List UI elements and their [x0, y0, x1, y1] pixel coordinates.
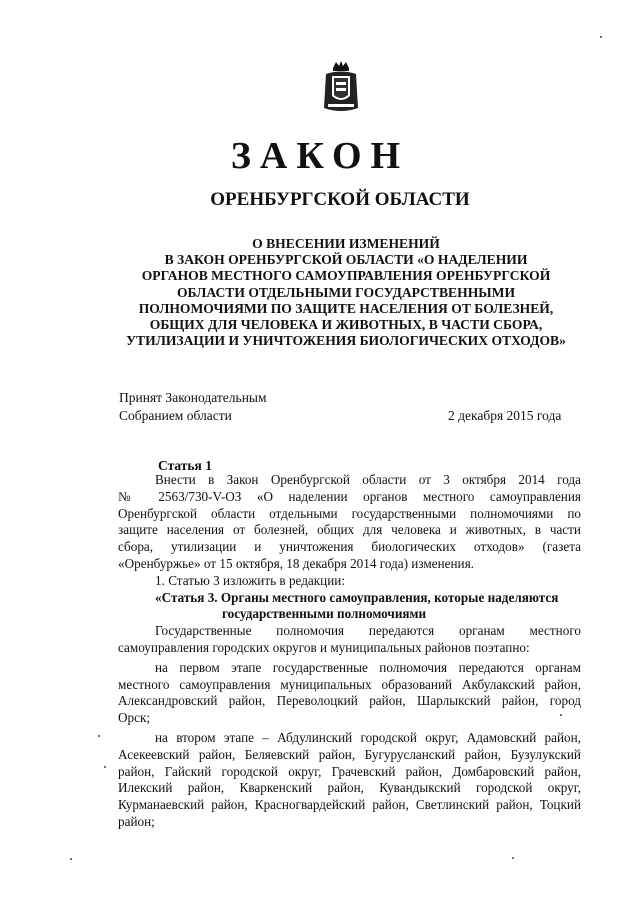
- article-1-title: Статья 1: [158, 458, 212, 473]
- article-1-body: [118, 472, 581, 831]
- region-title: ОРЕНБУРГСКОЙ ОБЛАСТИ: [210, 189, 470, 210]
- heading-line: О ВНЕСЕНИИ ИЗМЕНЕНИЙ: [252, 236, 440, 251]
- text-line: на втором этапе – Абдулинский городской округ, Адамовский район,: [155, 729, 581, 745]
- law-title: ЗАКОН: [230, 135, 410, 177]
- text-line: защите населения от болезней, общих для человека и животных, в части: [118, 522, 581, 538]
- text-line: сбора, утилизации и уничтожения биологических отходов» (газета: [118, 539, 581, 555]
- heading-line: ПОЛНОМОЧИЯМИ ПО ЗАЩИТЕ НАСЕЛЕНИЯ ОТ БОЛЕЗНЕЙ,: [138, 300, 554, 316]
- adoption-date: 2 декабря 2015 года: [448, 408, 562, 423]
- coat-of-arms-emblem: [322, 60, 360, 114]
- text-line: «Оренбуржье» от 15 октября, 18 декабря 2014 года) изменения.: [118, 555, 474, 571]
- text-line: район;: [118, 813, 155, 829]
- text-line: Внести в Закон Оренбургской области от 3 октября 2014 года: [155, 472, 581, 487]
- adoption-line: Принят Законодательным: [119, 390, 267, 405]
- text-line: № 2563/730-V-ОЗ «О наделении органов местного самоуправления: [118, 488, 581, 504]
- text-line: на первом этапе государственные полномочия передаются органам: [155, 659, 581, 675]
- heading-line: ОРГАНОВ МЕСТНОГО САМОУПРАВЛЕНИЯ ОРЕНБУРГСКОЙ: [141, 268, 551, 284]
- text-line: Курманаевский район, Красногвардейский район, Светлинский район, Тоцкий: [118, 797, 581, 813]
- text-line: местного самоуправления муниципальных образований Акбулакский район,: [118, 676, 581, 692]
- heading-line: ОБЛАСТИ ОТДЕЛЬНЫМИ ГОСУДАРСТВЕННЫМИ: [176, 284, 516, 300]
- heading-line: УТИЛИЗАЦИИ И УНИЧТОЖЕНИЯ БИОЛОГИЧЕСКИХ ОТХОДОВ»: [126, 333, 566, 349]
- heading-line: ОБЩИХ ДЛЯ ЧЕЛОВЕКА И ЖИВОТНЫХ, В ЧАСТИ СБОРА,: [149, 317, 543, 333]
- text-line: Асекеевский район, Беляевский район, Бугурусланский район, Бузулукский: [118, 746, 581, 762]
- heading-line: В ЗАКОН ОРЕНБУРГСКОЙ ОБЛАСТИ «О НАДЕЛЕНИИ: [164, 252, 528, 268]
- text-line: Илекский район, Кваркенский район, Кувандыкский городской округ,: [118, 780, 581, 796]
- item-1: 1. Статью 3 изложить в редакции:: [155, 572, 346, 588]
- text-line: Оренбургской области отдельными государственными полномочиями по: [118, 505, 581, 521]
- law-heading: [116, 236, 576, 349]
- text-line: Государственные полномочия передаются органам местного: [155, 623, 581, 639]
- text-line: Александровский район, Переволоцкий район, Шарлыкский район, город: [118, 693, 581, 709]
- article-3-title: «Статья 3. Органы местного самоуправления, которые наделяются: [155, 589, 559, 605]
- adoption-line: Собранием области: [119, 408, 232, 423]
- text-line: район, Гайский городской округ, Грачевский район, Домбаровский район,: [118, 763, 581, 779]
- adoption-note: [119, 389, 267, 425]
- text-line: самоуправления городских округов и муниципальных районов поэтапно:: [118, 639, 530, 655]
- article-3-title: государственными полномочиями: [222, 606, 427, 622]
- text-line: Орск;: [118, 710, 151, 726]
